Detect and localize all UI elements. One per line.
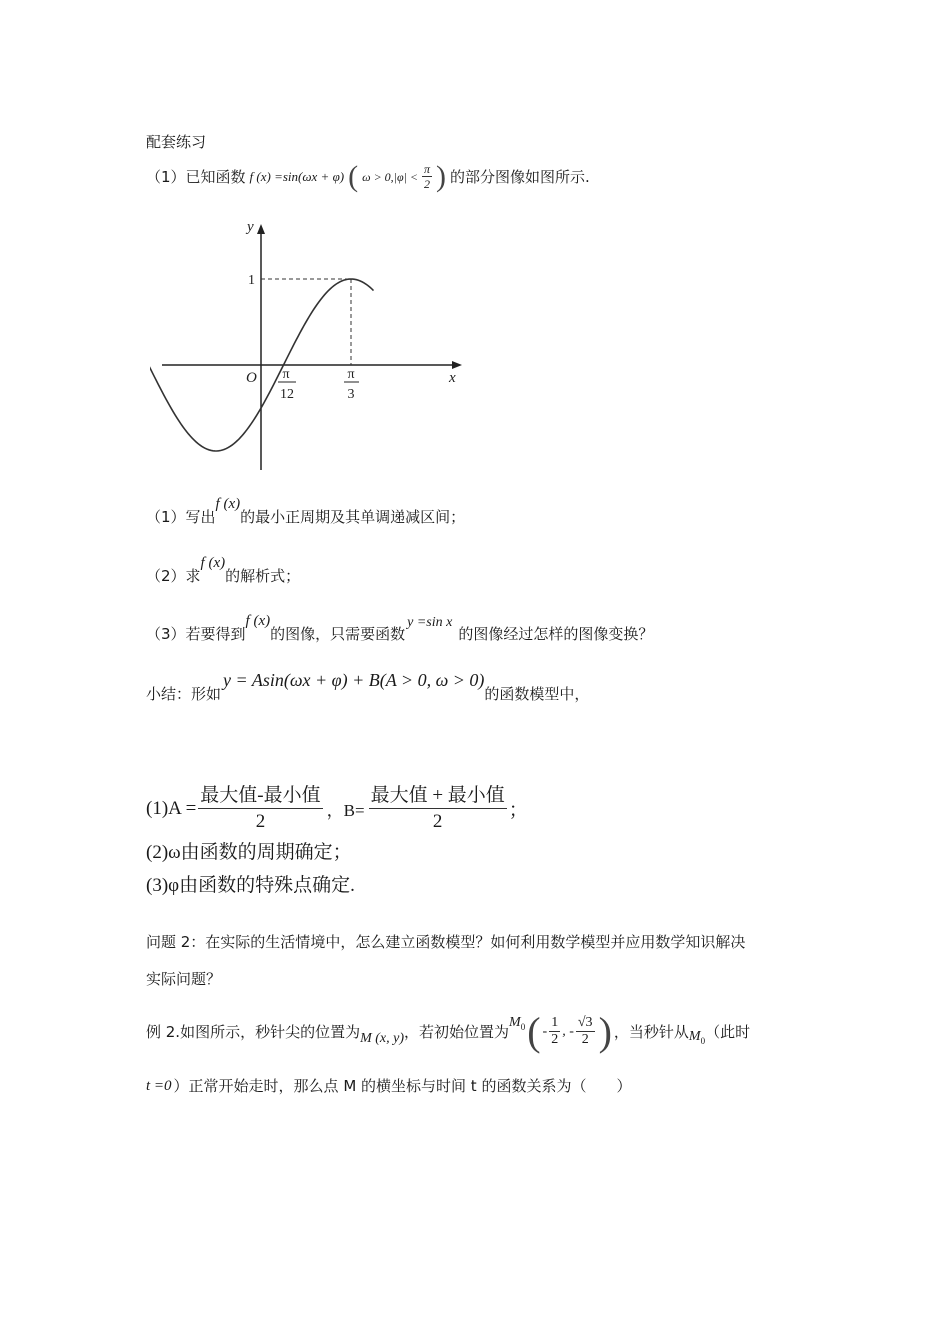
sub-question-3-fx: f (x): [245, 613, 271, 629]
question-1-prefix: （1）已知函数: [146, 167, 246, 186]
summary: [146, 670, 590, 704]
sub-question-1-fx: f (x): [215, 496, 241, 512]
example-2-coord-x: $\frac{1}{2}$: [551, 1015, 559, 1048]
sub-question-3-suffix: 的图像经过怎样的图像变换？: [458, 625, 654, 643]
y-axis-arrow: [257, 224, 265, 234]
x-tick-pi-3-den: 3: [347, 387, 355, 402]
example-2-line-1: 例 2.如图所示，秒针尖的位置为 M (x, y) ，若初始位置为 $M_0$ ( - $\frac{1}{2}$ , - $\frac{√3}{2}$ ) ，当秒针从 $M_0$ （此时: [146, 1008, 751, 1054]
x-tick-pi-12-den: 12: [280, 387, 294, 402]
example-2-prefix: 例 2.如图所示，秒针尖的位置为: [146, 1022, 361, 1041]
question-1-condition-fraction: $\frac{\pi}{2}$: [424, 162, 431, 191]
rule-1-label: (1)A =: [146, 797, 197, 819]
problem-2-line-2: 实际问题？: [146, 970, 222, 988]
rule-1: [146, 786, 528, 831]
x-axis-label: x: [449, 370, 456, 386]
summary-formula: y = Asin(ωx + φ) + B(A > 0, ω > 0): [223, 670, 485, 690]
example-2-coord-y: $\frac{√3}{2}$: [577, 1015, 593, 1048]
example-2-point-m0: $M_0$: [509, 1015, 526, 1032]
example-2-tail: （此时: [705, 1022, 751, 1041]
section-title: 配套练习: [146, 133, 207, 151]
y-axis-label: y: [247, 219, 254, 235]
rule-2: (2)ω由函数的周期确定；: [146, 842, 352, 863]
example-2-after: ，当秒针从: [613, 1022, 689, 1041]
y-tick-label-1: 1: [248, 273, 255, 288]
sub-question-2-fx: f (x): [200, 555, 226, 571]
sub-question-1-prefix: （1）写出: [146, 508, 216, 526]
sub-question-2-prefix: （2）求: [146, 567, 201, 585]
sub-question-1-suffix: 的最小正周期及其单调递减区间；: [240, 508, 466, 526]
sub-question-3-mid: 的图像，只需要函数: [270, 625, 406, 643]
x-tick-pi-12-num: π: [282, 367, 290, 382]
sub-question-1: [146, 496, 466, 527]
summary-suffix: 的函数模型中，: [484, 685, 590, 703]
example-2-line-2-rest: ）正常开始走时，那么点 M 的横坐标与时间 t 的函数关系为（ ）: [173, 1077, 632, 1095]
sub-question-2: [146, 555, 301, 586]
example-2-point-m0-b: $M_0$: [688, 1029, 706, 1046]
example-2-t-eq: t =0: [146, 1078, 172, 1094]
x-tick-pi-3-num: π: [347, 367, 355, 382]
x-axis-arrow: [452, 361, 462, 369]
rule-1-fraction-a: $\frac{\text{最大值-最小值}}{2}$: [200, 785, 321, 832]
rule-1-sep: ，B=: [326, 801, 365, 820]
origin-label: O: [246, 370, 257, 386]
example-2-point-m: M (x, y): [360, 1030, 405, 1046]
problem-2-line-1: 问题 2：在实际的生活情境中，怎么建立函数模型？如何利用数学模型并应用数学知识解决: [146, 933, 746, 951]
sub-question-3: [146, 613, 654, 644]
rule-3: (3)φ由函数的特殊点确定.: [146, 875, 355, 896]
rule-1-fraction-b: $\frac{\text{最大值 + 最小值}}{2}$: [370, 785, 505, 832]
question-1-suffix: 的部分图像如图所示.: [450, 167, 590, 186]
question-1-formula: f (x) =sin(ωx + φ): [249, 168, 345, 184]
example-2-mid: ，若初始位置为: [404, 1022, 510, 1041]
sub-question-2-suffix: 的解析式；: [225, 567, 301, 585]
question-1: （1）已知函数 f (x) =sin(ωx + φ) ( ω > 0,|φ| < $\frac{\pi}{2}$ ) 的部分图像如图所示.: [146, 159, 590, 193]
summary-prefix: 小结：形如: [146, 685, 222, 703]
example-2-line-2: [146, 1076, 631, 1096]
question-1-condition: ω > 0,|φ| <: [362, 169, 419, 184]
function-graph: [150, 210, 480, 480]
sub-question-3-prefix: （3）若要得到: [146, 625, 246, 643]
sub-question-3-func: y =sin x: [407, 615, 453, 630]
rule-1-end: ；: [508, 800, 528, 821]
